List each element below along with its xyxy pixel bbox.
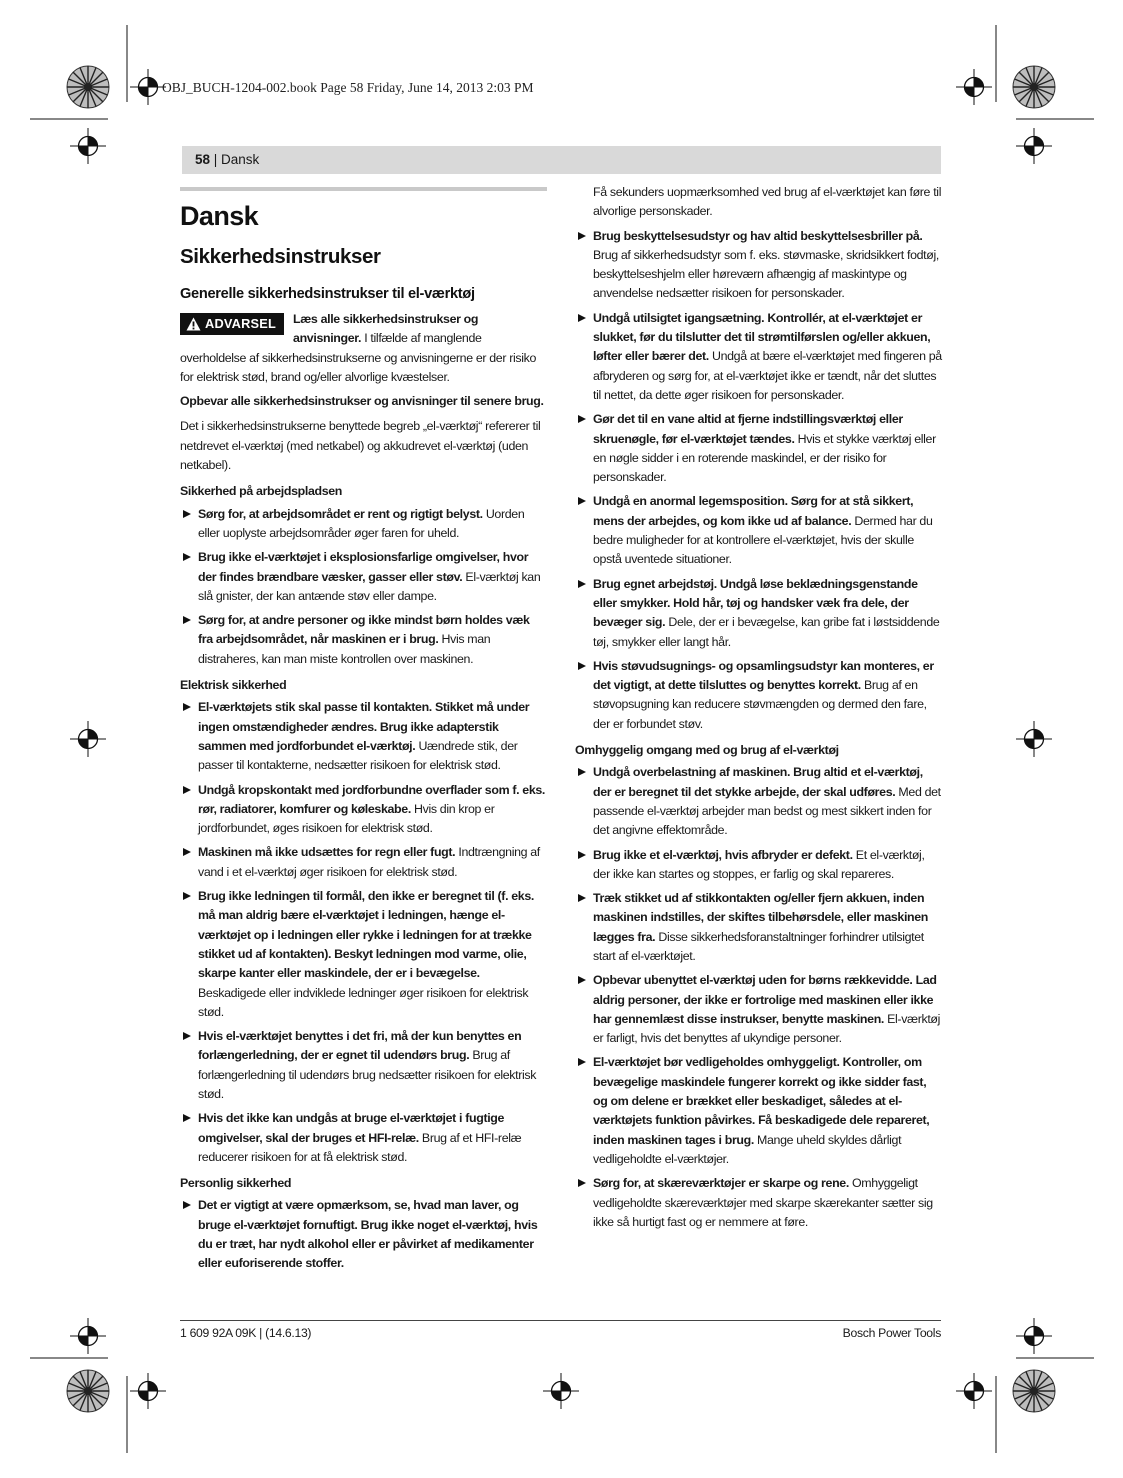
bullet-arrow-icon [183, 510, 191, 518]
bullet-arrow-icon [578, 851, 586, 859]
item-text: El-værktøj kan slå gnister, der kan antænde støv eller dampe. [198, 569, 541, 603]
item-bold: Hvis det ikke kan undgås at bruge el-værktøjet i fugtige omgivelser, skal der bruges et HFI-relæ. [198, 1111, 505, 1145]
item-bold: Træk stikket ud af stikkontakten og/eller fjern akkuen, inden maskinen indstilles, der skiftes tilbehørsdele, eller maskinen lægges fra. [593, 891, 929, 944]
warning-text: I tilfælde af manglende overholdelse af sikkerhedsinstrukserne og anvisningerne er der risiko for elektrisk stød, brand og/eller alvorlige kvæstelser. [180, 331, 537, 384]
bullet-arrow-icon [578, 976, 586, 984]
item-bold: Undgå utilsigtet igangsætning. Kontrollér, at el-værktøjet er slukket, før du tilslutter det til strømtilførslen og/eller akkuen, løfter eller bærer det. [593, 310, 931, 364]
item-text: Indtrængning af vand i et el-værktøj øger risikoen for elektrisk stød. [198, 845, 540, 879]
item-bold: Undgå en anormal legemsposition. Sørg for at stå sikkert, mens der arbejdes, og kom ikke ud af balance. [593, 494, 914, 528]
list-item [575, 492, 942, 569]
list-item [180, 1109, 547, 1167]
header-section: Dansk [221, 152, 260, 167]
title-rule [180, 187, 547, 191]
item-text: Mange uheld skyldes dårligt vedligeholdte el-værktøjer. [593, 1132, 902, 1166]
page-number: 58 [195, 152, 211, 167]
item-text: Hvis din krop er jordforbundet, øges risikoen for elektrisk stød. [198, 801, 495, 836]
item-text: Hvis et stykke værktøj eller en nøgle sidder i en roterende maskindel, er der risiko for personskader. [593, 431, 936, 485]
list-item [575, 846, 942, 885]
item-bold: Det er vigtigt at være opmærksom, se, hvad man laver, og bruge el-værktøjet fornuftigt. Brug ikke noget el-værktøj, hvis du er træt, har nydt alkohol eller er påvirket af medikamenter eller euforiserende stoffer. [198, 1198, 538, 1271]
page-title: Dansk [180, 201, 259, 231]
list-item [180, 1027, 547, 1104]
right-column [575, 183, 942, 1237]
item-bold: Hvis støvudsugnings- og opsamlingsudstyr kan monteres, er det vigtigt, at dette tilsluttes og benyttes korrekt. [593, 658, 934, 693]
item-text: Omhyggeligt vedligeholdte skæreværktøjer med skarpe skærekanter sætter sig ikke så hurtigt fast og er nemmere at føre. [593, 1176, 933, 1229]
list-item [180, 611, 547, 669]
bullet-arrow-icon [183, 1114, 191, 1122]
list-item [575, 227, 942, 304]
bullet-arrow-icon [183, 1032, 191, 1040]
item-text: Få sekunders uopmærksomhed ved brug af el-værktøjet kan føre til alvorlige personskader. [593, 185, 942, 219]
warning-block [180, 310, 547, 387]
book-file-line: OBJ_BUCH-1204-002.book Page 58 Friday, June 14, 2013 2:03 PM [162, 80, 534, 95]
item-text: Brug af et HFI-relæ reducerer risikoen for at få elektrisk stød. [198, 1130, 522, 1164]
warning-bold: Læs alle sikkerhedsinstrukser og anvisninger. [293, 312, 479, 346]
item-text: Disse sikkerhedsforanstaltninger forhindrer utilsigtet start af el-værktøjet. [593, 929, 924, 963]
bullet-arrow-icon [578, 1058, 586, 1066]
item-text: Uændrede stik, der passer til kontakterne, nedsætter risikoen for elektrisk stød. [198, 738, 518, 773]
bullet-arrow-icon [578, 894, 586, 902]
list-item [575, 309, 942, 405]
list-item [575, 971, 942, 1048]
section-title: Sikkerhedsinstrukser [180, 245, 381, 268]
list-item [180, 887, 547, 1022]
electrical-heading: Elektrisk sikkerhed [180, 678, 287, 693]
bullet-arrow-icon [578, 497, 586, 505]
item-bold: Sørg for, at andre personer og ikke mindst børn holdes væk fra arbejdsområdet, når maskinen er i brug. [198, 613, 530, 647]
bullet-arrow-icon [578, 232, 586, 240]
keep-note: Opbevar alle sikkerhedsinstrukser og anvisninger til senere brug. [180, 394, 544, 409]
item-bold: Undgå kropskontakt med jordforbundne overflader som f. eks. rør, radiatorer, komfurer og køleskabe. [198, 782, 546, 816]
list-item [575, 889, 942, 966]
page-header-bar [182, 146, 941, 174]
general-heading: Generelle sikkerhedsinstrukser til el-værktøj [180, 286, 475, 302]
bullet-arrow-icon [578, 768, 586, 776]
bullet-arrow-icon [578, 662, 586, 670]
item-bold: El-værktøjet bør vedligeholdes omhyggeligt. Kontroller, om bevægelige maskindele fungerer korrekt og ikke sidder fast, og om delene er brækket eller beskadiget, således at el-værktøjets funktion påvirkes. Få beskadigede dele repareret, inden maskinen tages i brug. [593, 1055, 930, 1147]
bullet-arrow-icon [578, 415, 586, 423]
list-item [180, 548, 547, 606]
item-text: Brug af forlængerledning til udendørs brug nedsætter risikoen for elektrisk stød. [198, 1048, 537, 1101]
item-bold: Brug ikke et el-værktøj, hvis afbryder er defekt. [593, 847, 853, 862]
bullet-arrow-icon [183, 786, 191, 794]
definition-text: Det i sikkerhedsinstrukserne benyttede begreb „el-værktøj“ refererer til netdrevet el-værktøj (med netkabel) og akkudrevet el-værktøj (uden netkabel). [180, 419, 541, 473]
item-bold: El-værktøjets stik skal passe til kontakten. Stikket må under ingen omstændigheder ændres. Brug ikke adapterstik sammen med jordforbundet el-værktøj. [198, 700, 530, 753]
bullet-arrow-icon [183, 553, 191, 561]
list-item [575, 657, 942, 734]
bullet-arrow-icon [183, 848, 191, 856]
list-item [575, 763, 942, 840]
item-bold: Brug ikke ledningen til formål, den ikke er beregnet til (f. eks. må man aldrig bære el-værktøjet i ledningen, hænge el-værktøjet op i ledningen eller rykke i ledningen for at trække stikket ud af kontakten). Beskyt ledningen mod varme, olie, skarpe kanter eller maskindele, der er i bevægelse. [198, 889, 534, 981]
list-item-continued [575, 183, 942, 222]
item-bold: Sørg for, at skæreværktøjer er skarpe og rene. [593, 1176, 849, 1191]
list-item [180, 505, 547, 544]
item-text: Beskadigede eller indviklede ledninger øger risikoen for elektrisk stød. [198, 985, 529, 1019]
footer-rule [180, 1320, 941, 1321]
list-item [575, 575, 942, 652]
personal-heading: Personlig sikkerhed [180, 1176, 292, 1191]
item-text: Hvis man distraheres, kan man miste kontrollen over maskinen. [198, 632, 491, 666]
item-bold: Hvis el-værktøjet benyttes i det fri, må der kun benyttes en forlængerledning, der er egnet til udendørs brug. [198, 1029, 522, 1063]
item-bold: Undgå overbelastning af maskinen. Brug altid et el-værktøj, der er beregnet til det stykke arbejde, der skal udføres. [593, 765, 923, 799]
list-item [180, 843, 547, 882]
bullet-arrow-icon [578, 1179, 586, 1187]
item-bold: Maskinen må ikke udsættes for regn eller fugt. [198, 845, 456, 860]
footer-brand: Bosch Power Tools [842, 1326, 941, 1340]
item-text: Dermed har du bedre muligheder for at kontrollere el-værktøjet, hvis der skulle opstå uventede situationer. [593, 513, 933, 567]
careful-use-heading: Omhyggelig omgang med og brug af el-værktøj [575, 743, 839, 758]
list-item [180, 781, 547, 839]
list-item [180, 1196, 547, 1273]
item-bold: Brug beskyttelsesudstyr og hav altid beskyttelsesbriller på. [593, 228, 923, 243]
bullet-arrow-icon [183, 616, 191, 624]
item-text: Undgå at bære el-værktøjet med fingeren på afbryderen og sørg for, at el-værktøjet ikke er tændt, når det sluttes til nettet, da dette øger risikoen for personskader. [593, 349, 942, 402]
bullet-arrow-icon [578, 314, 586, 322]
item-text: El-værktøj er farligt, hvis det benyttes af ukyndige personer. [593, 1011, 941, 1046]
bullet-arrow-icon [183, 892, 191, 900]
warning-badge-label: ADVARSEL [205, 316, 277, 331]
item-bold: Brug egnet arbejdstøj. Undgå løse beklædningsgenstande eller smykker. Hold hår, tøj og handsker væk fra dele, der bevæger sig. [593, 576, 918, 630]
bullet-arrow-icon [578, 580, 586, 588]
list-item [575, 410, 942, 487]
left-column [180, 187, 547, 1279]
item-bold: Gør det til en vane altid at fjerne indstillingsværktøj eller skruenøgle, før el-værktøjet tændes. [593, 412, 903, 446]
list-item [180, 698, 547, 775]
work-area-heading: Sikkerhed på arbejdspladsen [180, 484, 343, 499]
item-text: Brug af sikkerhedsudstyr som f. eks. støvmaske, skridsikkert fodtøj, beskyttelseshjelm eller høreværn afhængig af maskintype og anvendelse nedsætter risikoen for personskader. [593, 247, 939, 301]
item-text: Brug af en støvopsugning kan reducere støvmængden og dermed den fare, der er forbundet støv. [593, 678, 927, 731]
item-text: Dele, der er i bevægelse, kan gribe fat i løstsiddende tøj, smykker eller langt hår. [593, 615, 940, 649]
footer-doc-number: 1 609 92A 09K | (14.6.13) [180, 1326, 312, 1340]
page-header: 58 | Dansk [195, 152, 260, 167]
item-text: Et el-værktøj, der ikke kan startes og stoppes, er farlig og skal repareres. [593, 847, 925, 881]
list-item [575, 1174, 942, 1232]
list-item [575, 1053, 942, 1169]
bullet-arrow-icon [183, 1201, 191, 1209]
bullet-arrow-icon [183, 703, 191, 711]
item-text: Med det passende el-værktøj arbejder man bedst og mest sikkert inden for det angivne effektområde. [593, 784, 941, 838]
item-bold: Sørg for, at arbejdsområdet er rent og rigtigt belyst. [198, 506, 483, 521]
warning-badge [180, 313, 284, 335]
item-text: Uorden eller uoplyste arbejdsområder øger faren for uheld. [198, 506, 525, 540]
warning-triangle-icon [186, 317, 201, 331]
item-bold: Brug ikke el-værktøjet i eksplosionsfarlige omgivelser, hvor der findes brændbare væsker, gasser eller støv. [198, 550, 529, 584]
item-bold: Opbevar ubenyttet el-værktøj uden for børns rækkevidde. Lad aldrig personer, der ikke er fortrolige med maskinen eller ikke har gennemlæst disse instrukser, benytte maskinen. [593, 973, 937, 1026]
